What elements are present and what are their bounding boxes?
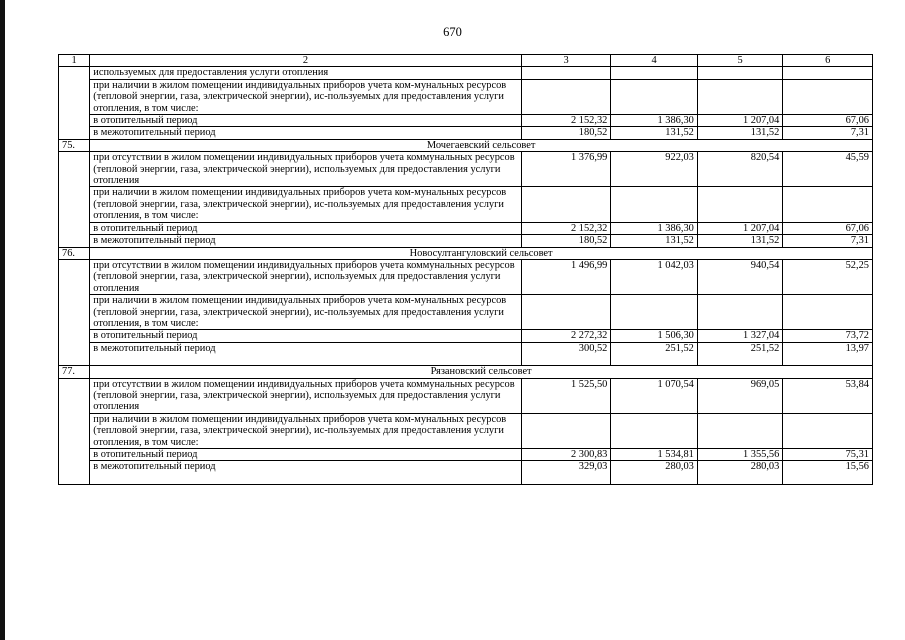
value-cell: 1 355,56 [697, 449, 782, 461]
value-cell: 15,56 [783, 461, 873, 473]
value-cell: 1 506,30 [611, 330, 698, 342]
section-title: Рязановский сельсовет [90, 366, 873, 378]
row-number-cell [59, 378, 90, 484]
value-cell: 45,59 [783, 152, 873, 187]
value-cell: 2 300,83 [521, 449, 611, 461]
value-cell: 1 534,81 [611, 449, 698, 461]
value-cell: 180,52 [521, 235, 611, 247]
row-number-cell [59, 152, 90, 247]
value-cell: 67,06 [783, 222, 873, 234]
row-description: используемых для предоставления услуги отопления [90, 67, 521, 79]
value-cell: 300,52 [521, 342, 611, 354]
table-row [59, 295, 873, 330]
scan-edge-bar [0, 0, 5, 640]
section-header-row [59, 366, 873, 378]
value-cell: 131,52 [611, 235, 698, 247]
value-cell: 75,31 [783, 449, 873, 461]
section-header-row [59, 247, 873, 259]
section-title: Новосултангуловский сельсовет [90, 247, 873, 259]
header-cell: 5 [697, 55, 782, 67]
table-row [59, 67, 873, 79]
value-cell: 1 070,54 [611, 378, 698, 413]
row-description: при отсутствии в жилом помещении индивидуальных приборов учета коммунальных ресурсов (тепловой энергии, газа, электрической энергии), используемых для предоставления услуги отопления [90, 259, 521, 294]
table-row [59, 222, 873, 234]
value-cell: 1 207,04 [697, 222, 782, 234]
row-number-cell [59, 259, 90, 365]
value-cell: 7,31 [783, 235, 873, 247]
value-cell: 1 496,99 [521, 259, 611, 294]
row-description: при наличии в жилом помещении индивидуальных приборов учета ком-мунальных ресурсов (тепловой энергии, газа, электрической энергии), ис-пользуемых для предоставления услуги отопления, в том числе: [90, 79, 521, 114]
value-cell: 251,52 [611, 342, 698, 354]
table-row [59, 259, 873, 294]
value-cell: 2 152,32 [521, 222, 611, 234]
row-description: при наличии в жилом помещении индивидуальных приборов учета ком-мунальных ресурсов (тепловой энергии, газа, электрической энергии), ис-пользуемых для предоставления услуги отопления, в том числе: [90, 413, 521, 448]
spacer-row [59, 354, 873, 366]
header-row [59, 55, 873, 67]
value-cell: 53,84 [783, 378, 873, 413]
value-cell: 1 386,30 [611, 222, 698, 234]
page-number: 670 [443, 25, 462, 39]
value-cell: 922,03 [611, 152, 698, 187]
value-cell: 7,31 [783, 127, 873, 139]
section-number: 77. [59, 366, 90, 378]
row-description: в межотопительный период [90, 342, 521, 354]
value-cell: 131,52 [611, 127, 698, 139]
row-description: в отопительный период [90, 115, 521, 127]
table-row [59, 187, 873, 222]
row-number-cell [59, 67, 90, 139]
table-row [59, 127, 873, 139]
value-cell: 280,03 [697, 461, 782, 473]
value-cell: 969,05 [697, 378, 782, 413]
value-cell: 73,72 [783, 330, 873, 342]
value-cell: 1 327,04 [697, 330, 782, 342]
header-cell: 3 [521, 55, 611, 67]
value-cell: 1 207,04 [697, 115, 782, 127]
row-description: при отсутствии в жилом помещении индивидуальных приборов учета коммунальных ресурсов (тепловой энергии, газа, электрической энергии), используемых для предоставления услуги отопления [90, 378, 521, 413]
value-cell: 940,54 [697, 259, 782, 294]
table-row [59, 115, 873, 127]
row-description: в отопительный период [90, 449, 521, 461]
value-cell: 67,06 [783, 115, 873, 127]
table-row [59, 461, 873, 473]
value-cell: 131,52 [697, 127, 782, 139]
table-row [59, 378, 873, 413]
table-row [59, 342, 873, 354]
table-row [59, 413, 873, 448]
value-cell: 1 376,99 [521, 152, 611, 187]
value-cell: 1 525,50 [521, 378, 611, 413]
row-description: в отопительный период [90, 330, 521, 342]
value-cell: 329,03 [521, 461, 611, 473]
row-description: в межотопительный период [90, 461, 521, 473]
value-cell: 13,97 [783, 342, 873, 354]
table-row [59, 152, 873, 187]
section-number: 76. [59, 247, 90, 259]
value-cell: 180,52 [521, 127, 611, 139]
section-header-row [59, 139, 873, 151]
header-cell: 6 [783, 55, 873, 67]
header-cell: 1 [59, 55, 90, 67]
section-number: 75. [59, 139, 90, 151]
header-cell: 4 [611, 55, 698, 67]
row-description: в межотопительный период [90, 127, 521, 139]
value-cell: 280,03 [611, 461, 698, 473]
row-description: при наличии в жилом помещении индивидуальных приборов учета ком-мунальных ресурсов (тепловой энергии, газа, электрической энергии), ис-пользуемых для предоставления услуги отопления, в том числе: [90, 295, 521, 330]
section-title: Мочегаевский сельсовет [90, 139, 873, 151]
table-row [59, 449, 873, 461]
value-cell: 1 386,30 [611, 115, 698, 127]
value-cell: 1 042,03 [611, 259, 698, 294]
row-description: при наличии в жилом помещении индивидуальных приборов учета ком-мунальных ресурсов (тепловой энергии, газа, электрической энергии), ис-пользуемых для предоставления услуги отопления, в том числе: [90, 187, 521, 222]
value-cell: 820,54 [697, 152, 782, 187]
value-cell: 131,52 [697, 235, 782, 247]
row-description: при отсутствии в жилом помещении индивидуальных приборов учета коммунальных ресурсов (тепловой энергии, газа, электрической энергии), используемых для предоставления услуги отопления [90, 152, 521, 187]
value-cell: 2 152,32 [521, 115, 611, 127]
value-cell: 52,25 [783, 259, 873, 294]
value-cell: 2 272,32 [521, 330, 611, 342]
table-row [59, 79, 873, 114]
tariff-table [58, 54, 873, 485]
table-row [59, 235, 873, 247]
row-description: в межотопительный период [90, 235, 521, 247]
spacer-row [59, 473, 873, 485]
row-description: в отопительный период [90, 222, 521, 234]
value-cell: 251,52 [697, 342, 782, 354]
table-row [59, 330, 873, 342]
header-cell: 2 [90, 55, 521, 67]
